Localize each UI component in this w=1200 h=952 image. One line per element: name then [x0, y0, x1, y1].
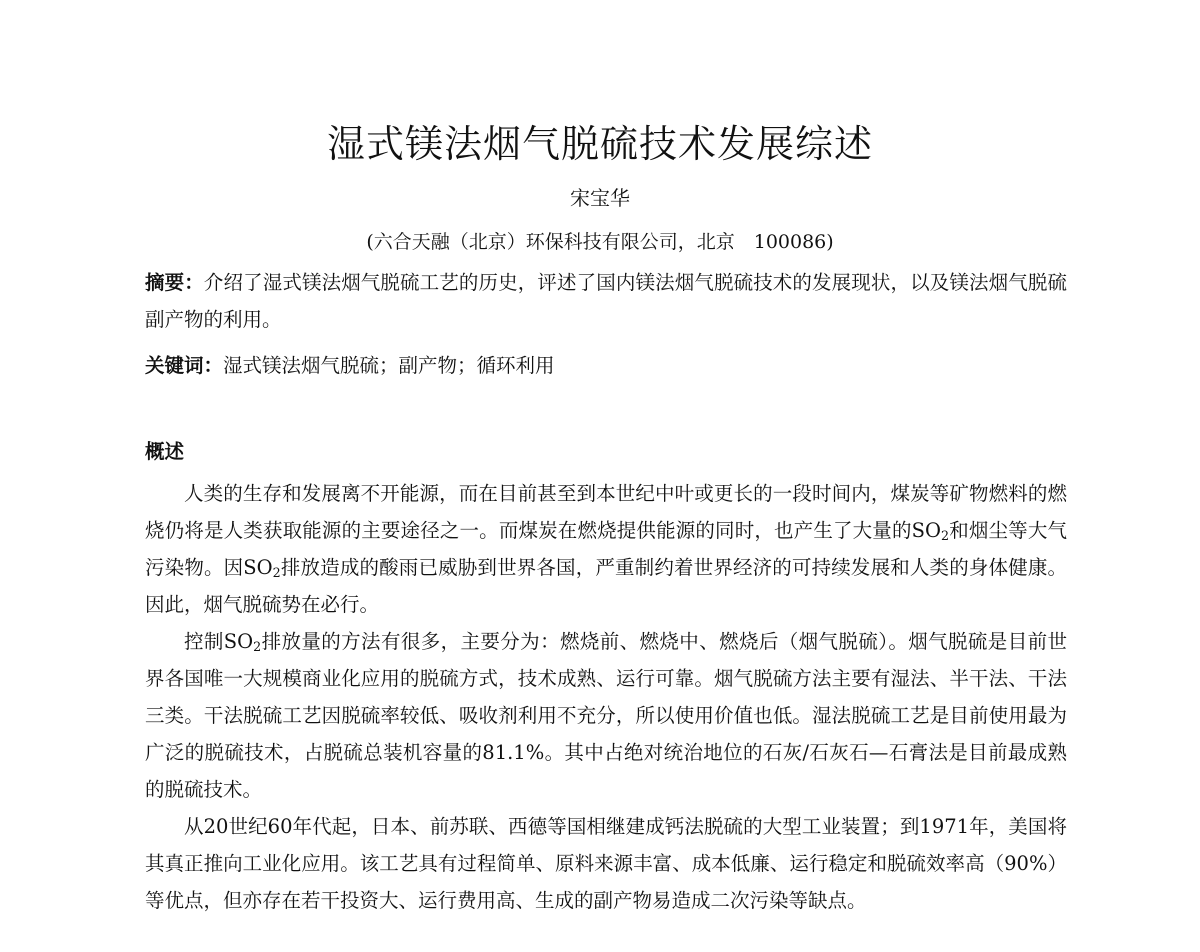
paragraph-1-part-a: 人类的生存和发展离不开能源，而在目前甚至到本世纪中叶或更长的一段时间内，煤炭等矿物燃料的燃烧仍将是人类获取能源的主要途径之一。而煤炭在燃烧提供能源的同时，也产生了大量的SO	[145, 482, 1067, 542]
paragraph-3: 从20世纪60年代起，日本、前苏联、西德等国相继建成钙法脱硫的大型工业装置；到1971年，美国将其真正推向工业化应用。该工艺具有过程简单、原料来源丰富、成本低廉、运行稳定和脱硫效率高（90%）等优点，但亦存在若干投资大、运行费用高、生成的副产物易造成二次污染等缺点。	[145, 815, 1067, 912]
subscript-2: 2	[272, 565, 281, 581]
abstract-label: 摘要：	[145, 271, 204, 294]
author-affiliation: (六合天融（北京）环保科技有限公司，北京 100086)	[366, 231, 834, 253]
paragraph-2-part-a: 控制SO	[184, 630, 254, 653]
abstract-text: 介绍了湿式镁法烟气脱硫工艺的历史，评述了国内镁法烟气脱硫技术的发展现状，以及镁法烟气脱硫副产物的利用。	[145, 271, 1067, 331]
paragraph-1	[145, 475, 1067, 623]
subscript-2: 2	[940, 528, 950, 544]
paragraph-2-part-b: 排放量的方法有很多，主要分为：燃烧前、燃烧中、燃烧后（烟气脱硫）。烟气脱硫是目前世界各国唯一大规模商业化应用的脱硫方式，技术成熟、运行可靠。烟气脱硫方法主要有湿法、半干法、干法三类。干法脱硫工艺因脱硫率较低、吸收剂利用不充分，所以使用价值也低。湿法脱硫工艺是目前使用最为广泛的脱硫技术，占脱硫总装机容量的81.1%。其中占绝对统治地位的石灰/石灰石—石膏法是目前最成熟的脱硫技术。	[145, 630, 1067, 801]
keywords	[145, 347, 1067, 384]
keywords-text: 湿式镁法烟气脱硫；副产物；循环利用	[223, 354, 555, 377]
subscript-2: 2	[253, 639, 262, 655]
paper-title: 湿式镁法烟气脱硫技术发展综述	[326, 122, 873, 166]
paragraph-1-part-b: 和烟尘等大气污染物。因SO	[145, 519, 1067, 579]
paragraph-2	[145, 623, 1067, 808]
keywords-label: 关键词：	[145, 354, 224, 377]
author-name: 宋宝华	[570, 186, 630, 210]
abstract	[145, 264, 1067, 338]
body-text	[145, 475, 1067, 919]
paragraph-1-part-c: 排放造成的酸雨已威胁到世界各国，严重制约着世界经济的可持续发展和人类的身体健康。因此，烟气脱硫势在必行。	[145, 556, 1067, 616]
section-heading: 概述	[145, 440, 185, 463]
